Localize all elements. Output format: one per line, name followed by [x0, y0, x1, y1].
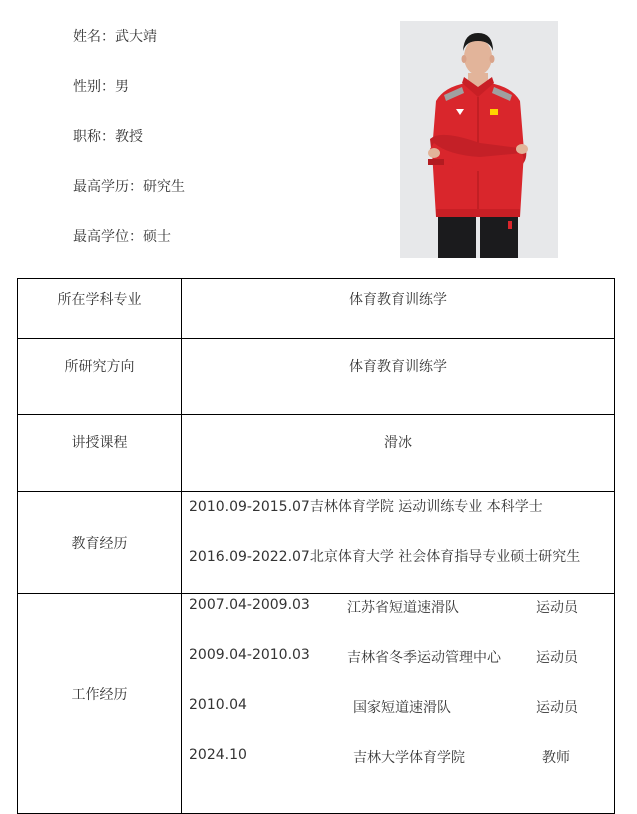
profile-info	[73, 27, 185, 277]
discipline-label: 所在学科专业	[18, 279, 182, 339]
work-period: 2010.04	[189, 697, 247, 713]
table-row	[18, 492, 615, 594]
name-field: 姓名：武大靖	[73, 29, 157, 45]
work-period: 2009.04-2010.03	[189, 647, 310, 663]
work-role: 运动员	[536, 650, 578, 666]
degree-field: 最高学位：硕士	[73, 229, 171, 245]
courses-value: 滑冰	[182, 415, 615, 492]
work-org: 江苏省短道速滑队	[347, 600, 459, 616]
work-org: 国家短道速滑队	[353, 700, 451, 716]
portrait-photo	[400, 21, 558, 258]
table-row	[18, 339, 615, 415]
gender-field: 性别：男	[73, 79, 129, 95]
education-entry: 2010.09-2015.07吉林体育学院 运动训练专业 本科学士	[189, 499, 543, 515]
work-label: 工作经历	[18, 594, 182, 814]
work-role: 教师	[542, 750, 570, 766]
profile-table	[17, 278, 615, 814]
title-field: 职称：教授	[73, 129, 143, 145]
work-org: 吉林大学体育学院	[353, 750, 465, 766]
research-label: 所研究方向	[18, 339, 182, 415]
discipline-value: 体育教育训练学	[182, 279, 615, 339]
table-row	[18, 415, 615, 492]
work-period: 2007.04-2009.03	[189, 597, 310, 613]
work-entry	[182, 594, 614, 644]
courses-label: 讲授课程	[18, 415, 182, 492]
education-entry: 2016.09-2022.07北京体育大学 社会体育指导专业硕士研究生	[189, 549, 581, 565]
work-role: 运动员	[536, 600, 578, 616]
work-entry	[182, 744, 614, 794]
education-label: 教育经历	[18, 492, 182, 594]
education-level-field: 最高学历：研究生	[73, 179, 185, 195]
research-value: 体育教育训练学	[182, 339, 615, 415]
work-entry	[182, 694, 614, 744]
work-entry	[182, 644, 614, 694]
work-period: 2024.10	[189, 747, 247, 763]
table-row	[18, 279, 615, 339]
work-role: 运动员	[536, 700, 578, 716]
table-row	[18, 594, 615, 814]
work-org: 吉林省冬季运动管理中心	[347, 650, 501, 666]
education-value	[182, 492, 615, 594]
work-value	[182, 594, 615, 814]
